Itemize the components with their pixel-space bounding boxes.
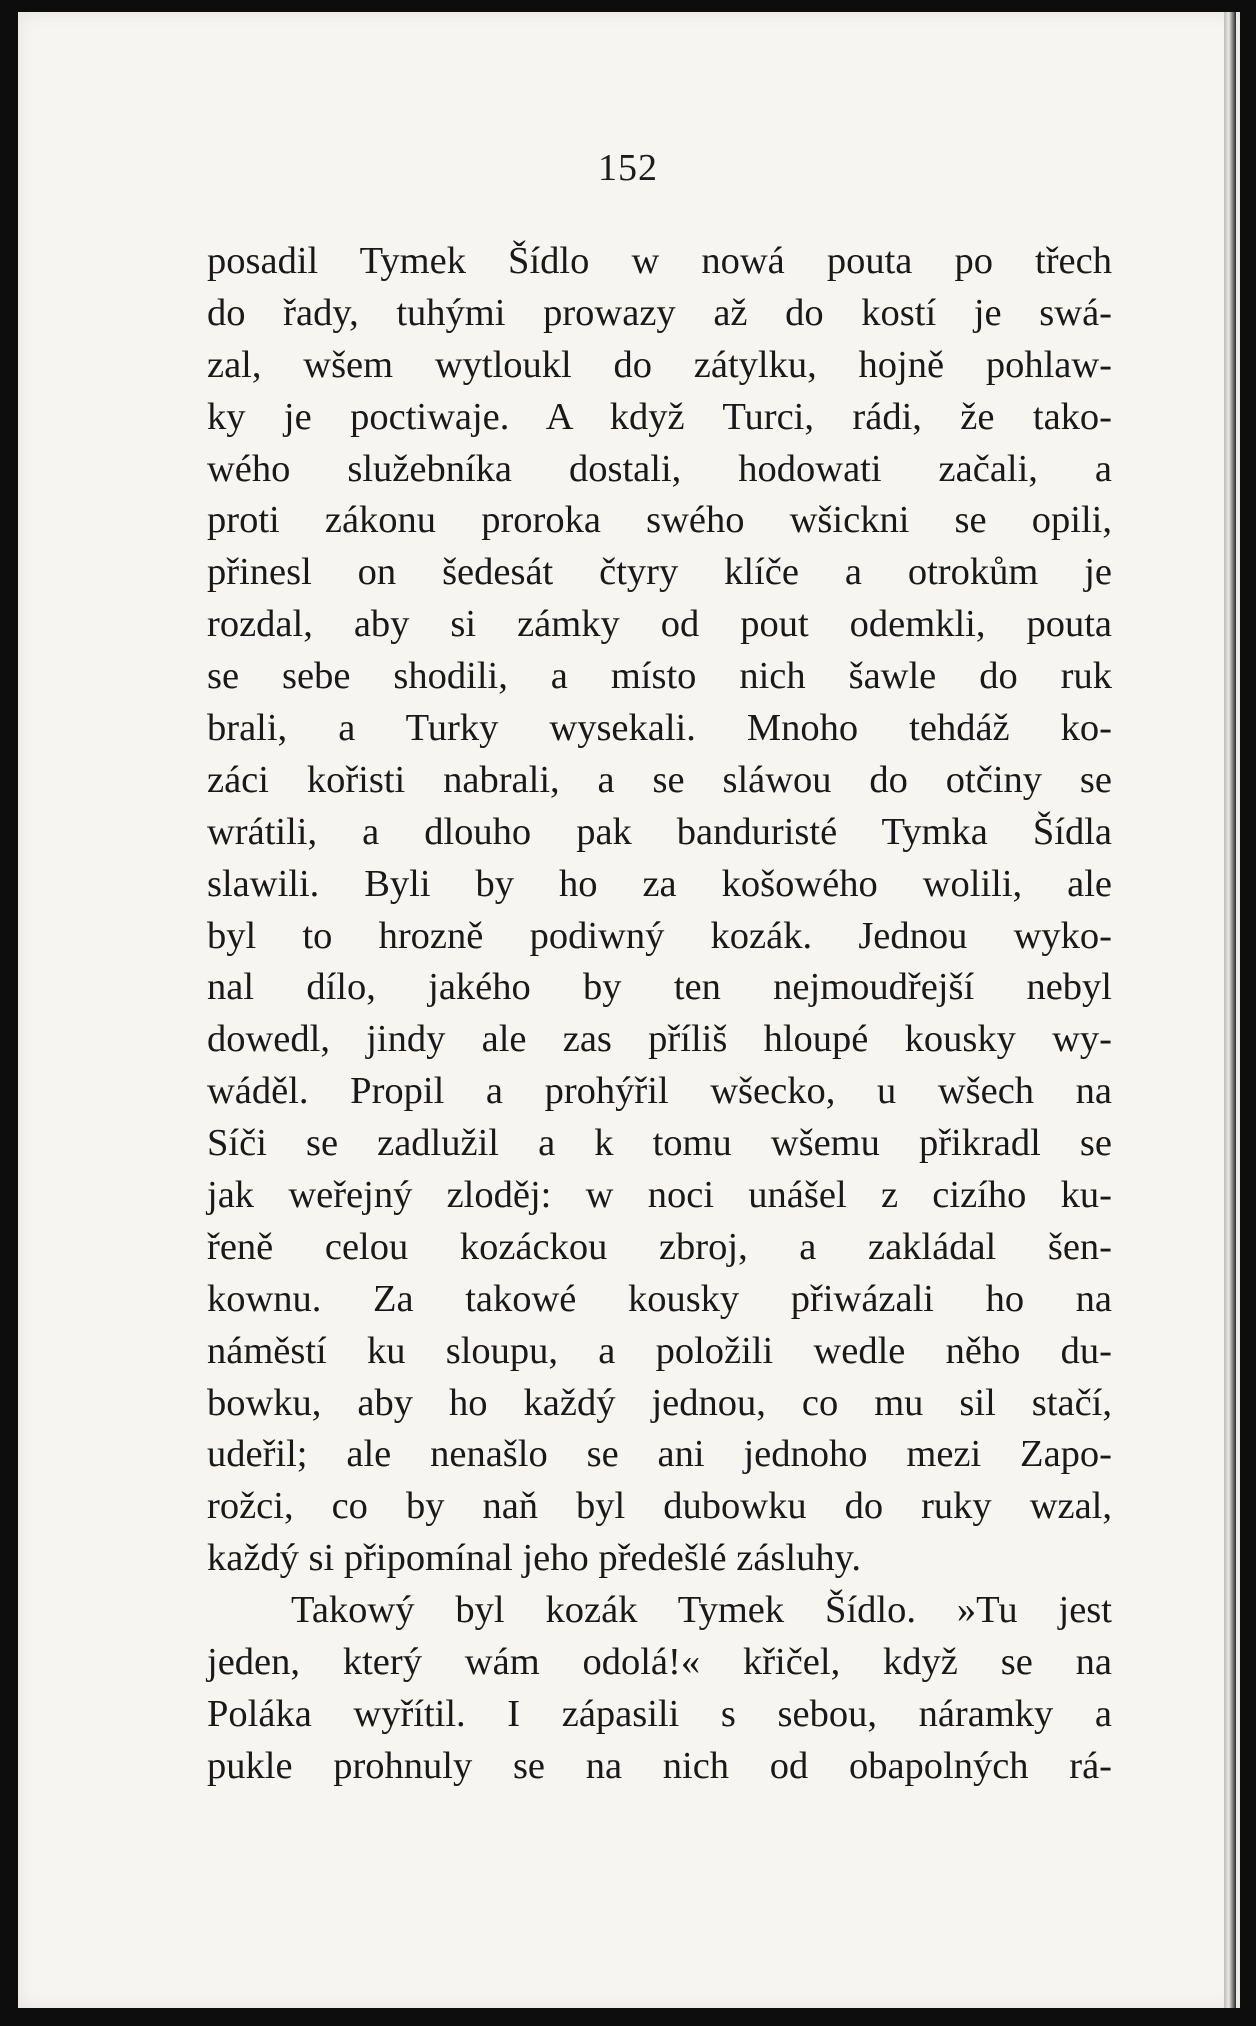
text-line: Takowý byl kozák Tymek Šídlo. »Tu jest [291,1589,1112,1632]
text-line: záci kořisti nabrali, a se sláwou do otčiny se [207,758,1112,801]
text-line: zal, wšem wytloukl do zátylku, hojně pohlaw- [207,343,1112,386]
text-line: pukle prohnuly se na nich od obapolných rá- [207,1744,1112,1787]
text-line: udeřil; ale nenašlo se ani jednoho mezi Zapo- [207,1433,1112,1476]
body-text [207,236,1112,1793]
text-line: Síči se zadlužil a k tomu wšemu přikradl se [207,1122,1112,1165]
text-line: wrátili, a dlouho pak banduristé Tymka Šídla [207,810,1112,853]
text-line: přinesl on šedesát čtyry klíče a otrokům je [207,551,1112,594]
text-line: každý si připomínal jeho předešlé zásluhy. [207,1537,861,1580]
text-line: náměstí ku sloupu, a položili wedle něho du- [207,1329,1112,1372]
text-line: kownu. Za takowé kousky přiwázali ho na [207,1277,1112,1320]
text-line: dowedl, jindy ale zas příliš hloupé kousky wy- [207,1018,1112,1061]
text-line: wáděl. Propil a prohýřil wšecko, u wšech na [207,1070,1112,1113]
text-line: rozdal, aby si zámky od pout odemkli, pouta [207,603,1112,646]
text-line: byl to hrozně podiwný kozák. Jednou wyko- [207,914,1112,957]
text-line: Poláka wyřítil. I zápasili s sebou, náramky a [207,1692,1112,1735]
text-line: jeden, který wám odolá!« křičel, když se na [207,1641,1112,1684]
page-number: 152 [598,147,658,189]
text-line: proti zákonu proroka swého wšickni se opili, [207,499,1112,542]
text-line: rožci, co by naň byl dubowku do ruky wzal, [207,1485,1112,1528]
text-line: řeně celou kozáckou zbroj, a zakládal šen- [207,1225,1112,1268]
text-line: brali, a Turky wysekali. Mnoho tehdáž ko- [207,707,1112,750]
text-line: wého služebníka dostali, hodowati začali, a [207,447,1112,490]
text-line: nal dílo, jakého by ten nejmoudřejší nebyl [207,966,1112,1009]
text-line: posadil Tymek Šídlo w nowá pouta po třech [207,240,1112,282]
text-line: do řady, tuhými prowazy až do kostí je swá- [207,291,1112,334]
text-line: jak weřejný zloděj: w noci unášel z cizího ku- [207,1174,1112,1217]
text-line: bowku, aby ho každý jednou, co mu sil stačí, [207,1381,1112,1424]
text-line: ky je poctiwaje. A když Turci, rádi, že tako- [207,395,1112,438]
page-edge [1224,12,1236,2008]
text-line: se sebe shodili, a místo nich šawle do ruk [207,655,1112,698]
text-line: slawili. Byli by ho za košowého wolili, ale [207,862,1112,905]
